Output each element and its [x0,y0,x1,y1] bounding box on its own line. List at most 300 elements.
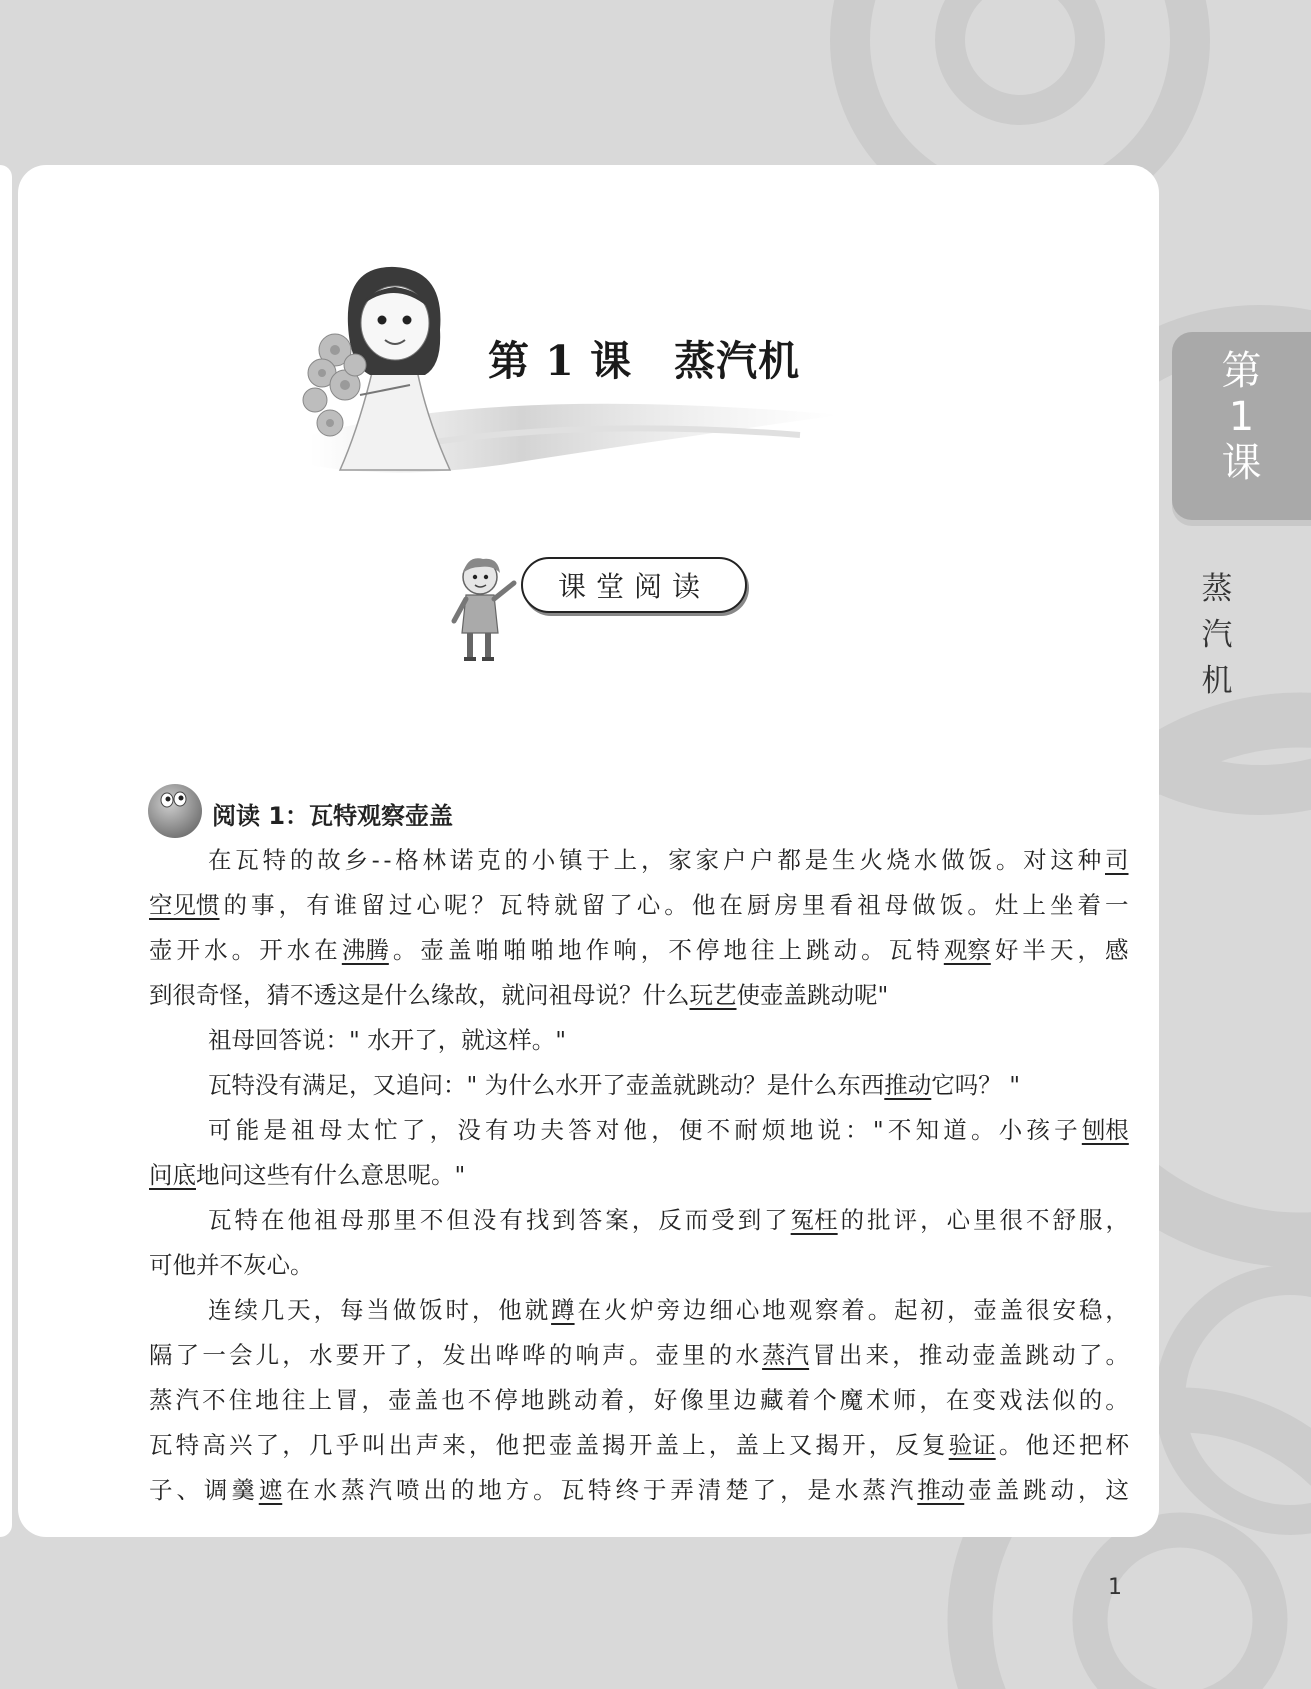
passage-line-content [149,981,888,1009]
passage-char: 留 [581,891,606,919]
passage-char: 找 [525,1206,550,1234]
passage-char: 了 [175,1341,200,1369]
passage-char: 母 [884,891,909,919]
passage-char: 的 [1078,1386,1103,1414]
passage-char: 动 [1050,1476,1074,1504]
passage-char: ， [640,936,665,964]
passage-char: 跳 [1023,1476,1047,1504]
passage-char: ， [640,846,665,874]
passage-char: 就 [554,891,578,919]
passage-char: 的 [504,846,528,874]
passage-text: 它吗？ " [931,1071,1021,1099]
vocabulary-term: 司 [1105,846,1129,874]
vocabulary-term: 玩艺 [689,981,737,1009]
passage-char: 边 [683,1296,707,1324]
passage-line-content [149,1423,1129,1468]
passage-char: 在 [260,1206,285,1234]
passage-char: 着 [786,1386,810,1414]
passage-char: 种 [1077,846,1102,874]
reading-passage [149,838,1129,1513]
passage-char: 到 [737,1206,762,1234]
passage-char: 盖 [575,1431,599,1459]
passage-char: 一 [1105,891,1129,919]
passage-char: 蒸 [341,1476,365,1504]
passage-char: 汽 [175,1386,200,1414]
passage-line [149,1423,1129,1468]
passage-char: 起 [894,1296,918,1324]
passage-line-content [208,1026,566,1054]
passage-line [149,928,1129,973]
passage-char: 、 [176,1476,200,1504]
passage-char: 好 [653,1386,678,1414]
passage-char: 出 [388,1431,413,1459]
passage-char: 心 [735,1296,760,1324]
passage-char: 往 [750,936,775,964]
passage-char: 不 [1026,1206,1050,1234]
passage-char: 心 [946,1206,971,1234]
passage-line [149,1378,1129,1423]
passage-char: 水 [204,936,228,964]
passage-char: 蒸 [862,1476,886,1504]
passage-char: ？ [471,891,495,919]
passage-char: 了 [609,891,633,919]
passage-line [149,1063,1129,1108]
passage-char: 饭 [419,1296,443,1324]
passage-char: 续 [234,1296,258,1324]
vocabulary-term: 蒸汽 [762,1341,810,1369]
passage-line [149,1018,1129,1063]
passage-line [149,883,1129,928]
passage-char: ， [313,1296,338,1324]
passage-char: ， [361,1386,385,1414]
passage-char: 啪 [530,936,555,964]
passage-char: 着 [600,1386,625,1414]
passage-char: 做 [392,1296,417,1324]
passage-char: 声 [602,1341,626,1369]
passage-char: 呢 [443,891,468,919]
passage-char: 推 [918,1341,943,1369]
passage-char: 上 [778,936,803,964]
smiley-face-icon [147,783,203,839]
passage-char: 烦 [762,1116,786,1144]
passage-char: 楚 [725,1476,749,1504]
passage-char: 壶 [388,1386,412,1414]
passage-char: 母 [340,1206,364,1234]
passage-char: 跳 [547,1386,571,1414]
passage-char: 来 [865,1341,890,1369]
reading-heading: 阅读 1：瓦特观察壶盖 [212,802,454,830]
passage-text: 地问这些有什么意思呢。" [196,1161,466,1189]
passage-char: 事 [251,891,275,919]
passage-char: 的 [840,1206,865,1234]
vocabulary-term: 问底 [149,1161,196,1189]
passage-char: 清 [697,1476,722,1504]
passage-char: 没 [472,1206,497,1234]
passage-char: 天 [287,1296,311,1324]
passage-char: 便 [678,1116,703,1144]
passage-char: 家 [668,846,692,874]
passage-char: 特 [175,1431,200,1459]
passage-char: 他 [1025,1431,1049,1459]
passage-char: 的 [708,1341,733,1369]
side-subtitle [1172,566,1262,704]
passage-char: 于 [642,1476,667,1504]
vocabulary-term: 空见惯 [149,891,220,919]
passage-char: 的 [548,1341,573,1369]
passage-char: 了 [255,1431,280,1459]
passage-char: 厨 [746,891,771,919]
passage-char: 变 [972,1386,996,1414]
passage-line-content [149,883,1129,928]
passage-char: 跳 [806,936,830,964]
passage-char: 上 [682,1431,706,1459]
passage-char: 不 [887,1116,912,1144]
passage-char: ， [920,1206,944,1234]
passage-char: 连 [208,1296,232,1324]
passage-char: 特 [262,846,287,874]
passage-char: 在 [577,1296,601,1324]
passage-char: 。 [1105,1386,1129,1414]
passage-char: 壶 [149,936,173,964]
passage-char: 壶 [968,1476,992,1504]
passage-char: 服 [1079,1206,1103,1234]
passage-char: 水 [913,846,938,874]
lesson-title: 第 1 课 蒸汽机 [488,337,801,385]
passage-char: 受 [711,1206,735,1234]
passage-char: 又 [788,1431,813,1459]
passage-char: 冒 [812,1341,836,1369]
passage-text: 使壶盖跳动呢" [736,981,889,1009]
passage-char: - [383,846,392,874]
passage-char: 开 [259,936,283,964]
passage-char: 瓦 [208,1206,232,1234]
passage-char: 特 [588,1476,612,1504]
passage-char: 。 [995,846,1020,874]
passage-char: ： [845,1116,869,1144]
passage-char: ， [1077,936,1101,964]
passage-char: 复 [922,1431,946,1459]
passage-char: 哗 [522,1341,546,1369]
passage-char: 他 [287,1206,311,1234]
passage-char: 水 [735,1341,759,1369]
passage-char: 一 [202,1341,226,1369]
page-number: 1 [1108,1575,1122,1600]
passage-char: 那 [366,1206,391,1234]
passage-char: 响 [613,936,637,964]
passage-char: ， [1105,1206,1129,1234]
passage-char: 不 [467,1386,492,1414]
passage-line-content [149,928,1129,973]
passage-char: 到 [552,1206,576,1234]
passage-char: 住 [228,1386,253,1414]
passage-char: 稳 [1078,1296,1103,1324]
passage-char: 盖 [999,1296,1024,1324]
vocabulary-term: 遮 [258,1476,283,1504]
passage-char: 盖 [414,1386,439,1414]
passage-char: 兴 [228,1431,253,1459]
passage-char: 小 [998,1116,1023,1144]
passage-char: 能 [235,1116,260,1144]
passage-char: 上 [1022,891,1046,919]
passage-char: 啪 [503,936,527,964]
passage-char: 在 [719,891,743,919]
passage-char: 。 [1105,1341,1129,1369]
passage-char: 在 [945,1386,970,1414]
passage-char: ， [627,1386,651,1414]
passage-line-content [208,1198,1129,1243]
passage-line [149,1468,1129,1513]
passage-char: 羹 [231,1476,255,1504]
passage-char: 道 [943,1116,967,1144]
passage-char: 克 [477,846,501,874]
vocabulary-term: 验证 [948,1431,996,1459]
passage-char: 他 [495,1431,520,1459]
passage-line [149,1288,1129,1333]
side-tab-line-3: 课 [1221,440,1262,486]
passage-char: 特 [526,891,551,919]
passage-line [149,838,1129,883]
passage-char: ， [651,1116,675,1144]
passage-char: 了 [1078,1341,1103,1369]
passage-char: 烧 [886,846,911,874]
passage-char: 在 [314,936,338,964]
passage-char: 可 [208,1116,232,1144]
passage-char: 瓦 [499,891,523,919]
passage-char: 就 [524,1296,549,1324]
passage-char: 壶 [973,1296,997,1324]
passage-char: 。 [971,1116,995,1144]
passage-char: 好 [994,936,1019,964]
passage-char: 往 [281,1386,306,1414]
passage-char: 高 [202,1431,226,1459]
passage-char: 盖 [998,1341,1023,1369]
passage-char: 的 [450,1476,475,1504]
vocabulary-term: 推动 [917,1476,965,1504]
passage-char: 房 [774,891,798,919]
passage-char: ， [892,1341,916,1369]
passage-text: 瓦特没有满足，又追问：" 为什么水开了壶盖就跳动？是什么东西 [208,1071,885,1099]
passage-char: 安 [1052,1296,1076,1324]
passage-char: 没 [457,1116,481,1144]
passage-line-content [149,1378,1129,1423]
passage-char: 故 [317,846,341,874]
passage-line [149,1153,1129,1198]
passage-char: 做 [941,846,965,874]
passage-char: 都 [777,846,801,874]
passage-char: 这 [1105,1476,1129,1504]
vocabulary-term: 蹲 [551,1296,575,1324]
passage-char: 方 [505,1476,530,1504]
passage-char: 说 [817,1116,841,1144]
passage-char: 揭 [815,1431,839,1459]
passage-char: 发 [442,1341,466,1369]
vocabulary-term: 刨根 [1081,1116,1129,1144]
passage-char: 反 [658,1206,682,1234]
passage-line-content [149,1161,465,1189]
passage-char: 小 [531,846,556,874]
passage-char: 来 [442,1431,466,1459]
passage-char: 的 [289,846,314,874]
passage-char: 要 [335,1341,360,1369]
passage-char: 灶 [994,891,1019,919]
passage-char: 把 [522,1431,546,1459]
passage-char: 开 [628,1431,653,1459]
passage-char: 开 [362,1341,386,1369]
passage-char: 瓦 [149,1431,173,1459]
passage-char: ， [471,1296,496,1324]
passage-char: 不 [419,1206,444,1234]
passage-char: 生 [832,846,856,874]
passage-char: ， [1077,1476,1102,1504]
passage-char: 特 [234,1206,258,1234]
passage-line [149,1333,1129,1378]
passage-char: 瓦 [235,846,259,874]
passage-char: 案 [605,1206,629,1234]
passage-char: 忙 [374,1116,398,1144]
passage-char: 汽 [889,1476,914,1504]
passage-char: 还 [1052,1431,1076,1459]
passage-char: 里 [393,1206,417,1234]
passage-char: 动 [574,1386,598,1414]
passage-char: 很 [1026,1296,1050,1324]
passage-char: 停 [494,1386,518,1414]
passage-char: 每 [339,1296,364,1324]
passage-char: 在 [286,1476,310,1504]
passage-char: 汽 [368,1476,392,1504]
passage-char: 动 [833,936,858,964]
passage-char: 地 [723,936,747,964]
passage-char: 了 [401,1116,426,1144]
passage-char: 子 [1054,1116,1078,1144]
passage-char: ， [919,1386,943,1414]
passage-char: 边 [733,1386,757,1414]
passage-char: 了 [764,1206,788,1234]
passage-char: 林 [422,846,447,874]
passage-char: 他 [498,1296,522,1324]
class-reading-badge: 课堂阅读 [521,557,747,613]
passage-char: 有 [499,1206,523,1234]
passage-char: 乎 [335,1431,360,1459]
passage-char: 感 [1105,936,1129,964]
passage-char: 弄 [670,1476,694,1504]
passage-line-content [208,1108,1129,1153]
passage-char: 了 [752,1476,777,1504]
passage-char: ， [708,1431,733,1459]
passage-char: 响 [575,1341,599,1369]
passage-char: 但 [446,1206,470,1234]
passage-char: 批 [867,1206,891,1234]
passage-char: 师 [892,1386,917,1414]
passage-char: 答 [568,1116,592,1144]
passage-char: 地 [762,1296,786,1324]
passage-char: 有 [485,1116,509,1144]
vocabulary-term: 沸腾 [341,936,389,964]
passage-char: 家 [695,846,720,874]
passage-char: 祖 [313,1206,338,1234]
passage-char: 法 [1025,1386,1050,1414]
passage-char: 。 [867,1296,892,1324]
passage-char: 镇 [559,846,583,874]
passage-char: 似 [1052,1386,1076,1414]
boy-pointing-illustration [448,555,518,665]
passage-char: 杯 [1105,1431,1129,1459]
passage-char: 而 [684,1206,709,1234]
side-tab-line-2: 1 [1228,394,1255,440]
passage-char: 停 [695,936,720,964]
passage-text: 可他并不灰心。 [149,1251,314,1279]
passage-char: 子 [149,1476,173,1504]
passage-char: 做 [912,891,936,919]
passage-char: 在 [208,846,232,874]
passage-char: 。 [861,936,885,964]
lesson-side-tab[interactable] [1172,332,1311,520]
passage-char: 这 [1050,846,1074,874]
passage-char: 水 [286,936,311,964]
passage-char: 跳 [1025,1341,1049,1369]
passage-char: 壶 [548,1431,573,1459]
passage-char: 蒸 [149,1386,173,1414]
passage-line [149,1198,1129,1243]
passage-char: 火 [859,846,883,874]
passage-char: ， [631,1206,656,1234]
passage-char: 会 [228,1341,253,1369]
passage-char: 饭 [939,891,964,919]
passage-char: 观 [788,1296,813,1324]
passage-char: 他 [623,1116,648,1144]
passage-char: 太 [346,1116,371,1144]
passage-char: 谁 [333,891,358,919]
passage-char: 不 [202,1386,226,1414]
passage-char: 盖 [735,1431,759,1459]
passage-char: 反 [895,1431,919,1459]
passage-char: 调 [203,1476,228,1504]
passage-char: 是 [263,1116,287,1144]
passage-char: 术 [866,1386,890,1414]
passage-char: 动 [1052,1341,1076,1369]
passage-char: 格 [395,846,419,874]
passage-char: 是 [804,846,829,874]
passage-char: 终 [615,1476,639,1504]
passage-char: 。 [967,891,991,919]
passage-char: 声 [415,1431,440,1459]
passage-char: 。 [231,936,256,964]
passage-char: 着 [841,1296,865,1324]
passage-char: 把 [1078,1431,1103,1459]
passage-char: 他 [691,891,716,919]
passage-line-content [208,838,1129,883]
passage-char: ， [429,1116,454,1144]
passage-char: - [371,846,380,874]
passage-char: ， [278,891,303,919]
passage-char: 啪 [475,936,500,964]
side-subtitle-char-3: 机 [1201,663,1233,699]
passage-char: 地 [255,1386,279,1414]
passage-char: 评 [893,1206,918,1234]
passage-char: 饭 [968,846,993,874]
passage-char: 水 [313,1476,338,1504]
passage-char: 魔 [839,1386,864,1414]
side-subtitle-char-1: 蒸 [1201,571,1233,607]
passage-char: 开 [176,936,201,964]
passage-char: 壶 [972,1341,996,1369]
passage-char: " [872,1116,884,1144]
passage-char: 不 [668,936,692,964]
passage-char: ， [468,1431,493,1459]
passage-char: 盖 [447,936,472,964]
passage-char: 户 [750,846,774,874]
passage-char: 戏 [999,1386,1023,1414]
passage-line-content [149,1251,314,1279]
